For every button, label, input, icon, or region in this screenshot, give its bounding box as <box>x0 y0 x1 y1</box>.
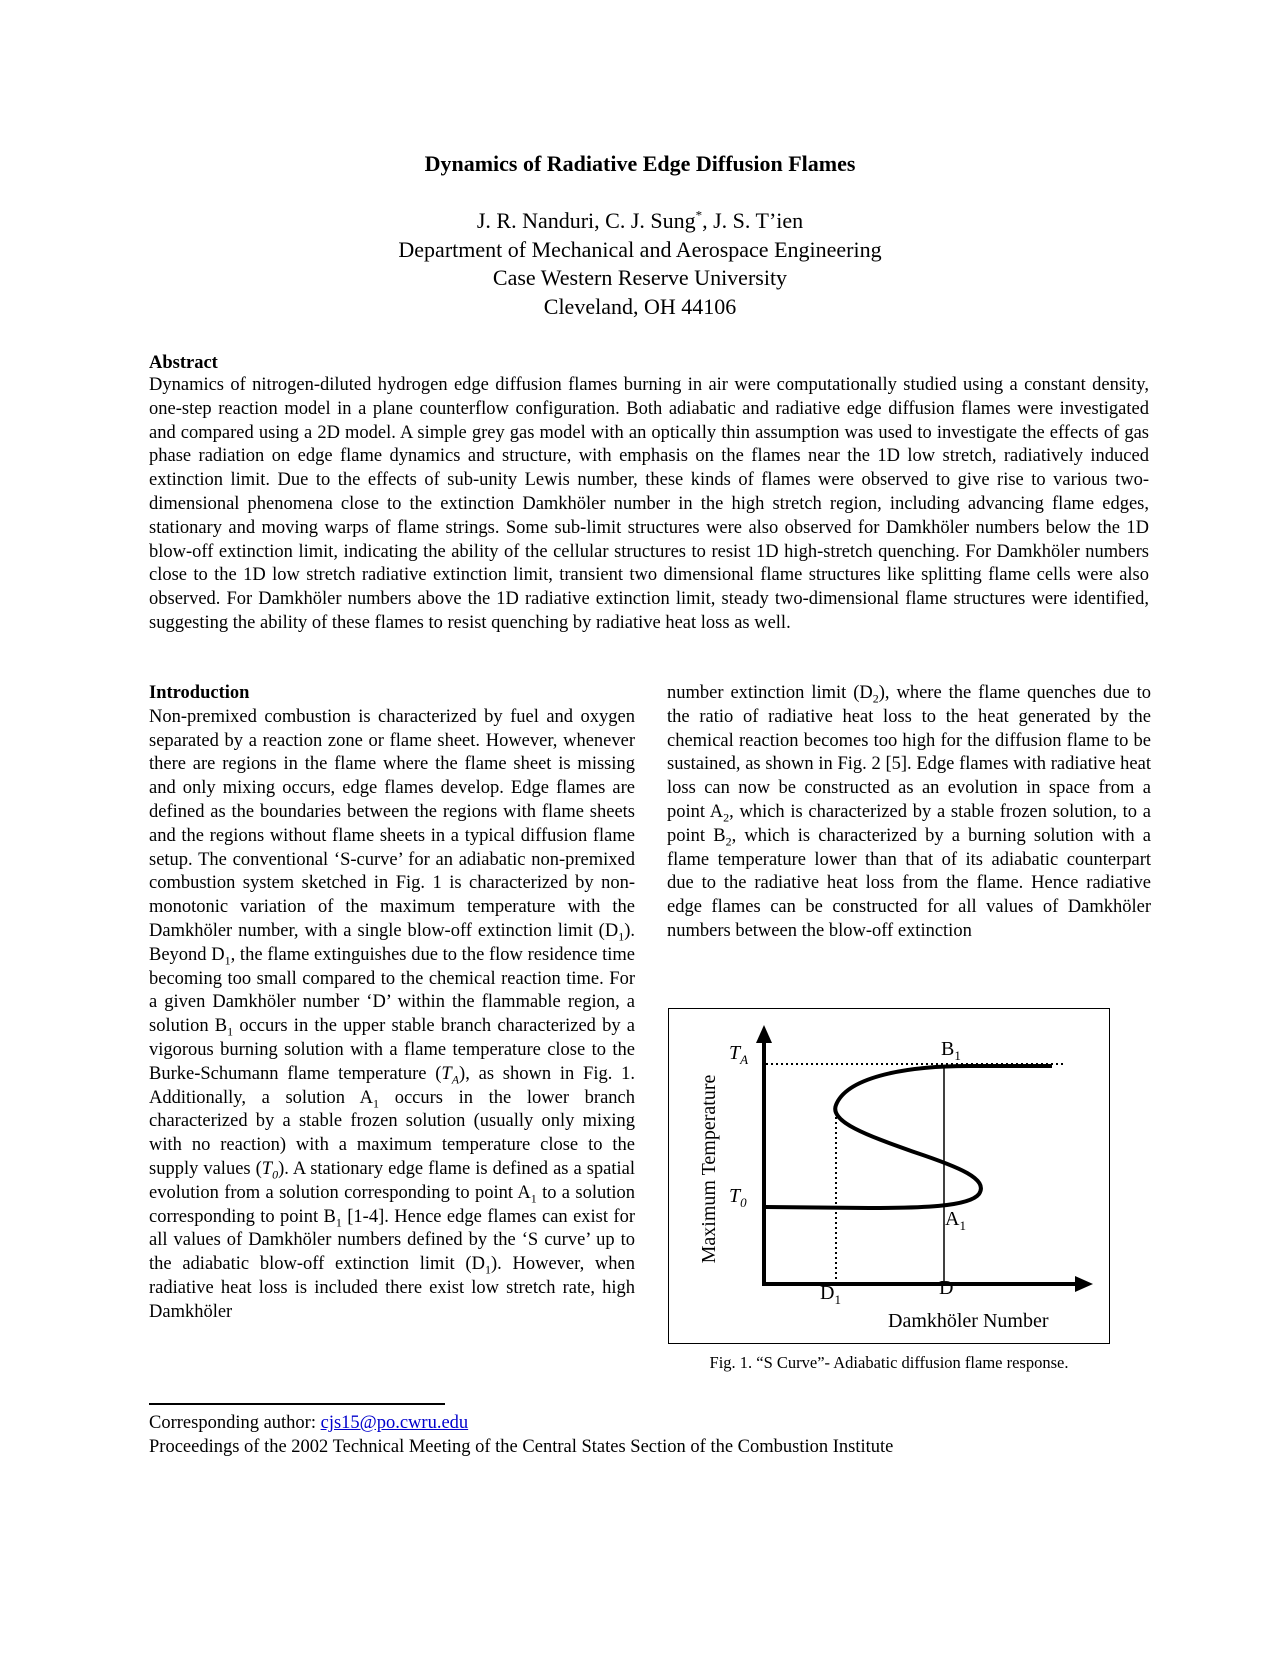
introduction-right-column <box>667 682 1151 944</box>
introduction-left-column <box>149 682 635 1325</box>
introduction-paragraph-continued: number extinction limit $(D_2)$, where the flame quenches due to the ratio of radiative heat loss to the heat generated by the chemical reaction becomes too high for the diffusion flame to be sustained, as shown in Fig. 2 [5]. Edge flames with radiative heat loss can now be constructed as an evolution in space from a point $A_2$, which is characterized by a stable frozen solution, to a point $B_2$, which is characterized by a burning solution with a flame temperature lower than that of its adiabatic counterpart due to the radiative heat loss from the flame. Hence radiative edge flames can be constructed for all values of Damkhöler numbers between the blow-off extinction <box>667 683 1151 941</box>
author-block <box>0 207 1280 321</box>
author-email-link[interactable]: cjs15@po.cwru.edu <box>320 1413 469 1433</box>
author-university: Case Western Reserve University <box>492 265 788 290</box>
s-curve-figure <box>668 1008 1110 1344</box>
s-curve-line <box>766 1066 1052 1208</box>
footnote <box>149 1412 1149 1460</box>
label-ta: $T_A$ <box>729 1042 749 1067</box>
y-axis-arrow-icon <box>756 1025 772 1043</box>
label-d: D <box>939 1277 954 1299</box>
introduction-heading: Introduction <box>149 683 250 703</box>
abstract-body: Dynamics of nitrogen-diluted hydrogen edge diffusion flames burning in air were computationally studied using a constant density, one-step reaction model in a plane counterflow configuration. Both adiabatic and radiative edge diffusion flames were investigated and compared using a 2D model. A simple grey gas model with an optically thin assumption was used to investigate the effects of gas phase radiation on edge flame dynamics and structure, with emphasis on the flames near the 1D low stretch, radiatively induced extinction limit. Due to the effects of sub-unity Lewis number, these kinds of flames were observed to give rise to various two-dimensional phenomena close to the extinction Damkhöler number in the high stretch region, including advancing flame edges, stationary and moving warps of flame strings. Some sub-limit structures were also observed for Damkhöler numbers below the 1D blow-off extinction limit, indicating the ability of the cellular structures to resist 1D high-stretch quenching. For Damkhöler numbers close to the 1D low stretch radiative extinction limit, transient two dimensional flame structures like splitting flame cells were also observed. For Damkhöler numbers above the 1D radiative extinction limit, steady two-dimensional flame structures were identified, suggesting the ability of these flames to resist quenching by radiative heat loss as well. <box>149 375 1149 633</box>
introduction-paragraph-1: Non-premixed combustion is characterized by fuel and oxygen separated by a reaction zone or flame sheet. However, whenever there are regions in the flame where the flame sheet is missing and only mixing occurs, edge flames develop. Edge flames are defined as the boundaries between the regions with flame sheets and the regions without flame sheets in a typical diffusion flame setup. The conventional ‘S-curve’ for an adiabatic non-premixed combustion system sketched in Fig. 1 is characterized by non-monotonic variation of the maximum temperature with the Damkhöler number, with a single blow-off extinction limit $(D_1)$. Beyond $D_1$, the flame extinguishes due to the flow residence time becoming too small compared to the chemical reaction time. For a given Damkhöler number ‘D’ within the flammable region, a solution $B_1$ occurs in the upper stable branch characterized by a vigorous burning solution with a flame temperature close to the Burke-Schumann flame temperature $(T_A)$, as shown in Fig. 1. Additionally, a solution $A_1$ occurs in the lower branch characterized by a stable frozen solution (usually only mixing with no reaction) with a maximum temperature close to the supply values $(T_0)$. A stationary edge flame is defined as a spatial evolution from a solution corresponding to point $A_1$ to a solution corresponding to point $B_1$ [1-4]. Hence edge flames can exist for all values of Damkhöler numbers defined by the ‘S curve’ up to the adiabatic blow-off extinction limit $(D_1)$. However, when radiative heat loss is included there exist low stretch rate, high Damkhöler <box>149 706 636 1322</box>
figure-caption: Fig. 1. “S Curve”- Adiabatic diffusion flame response. <box>709 1353 1069 1372</box>
label-b1: $B_1$ <box>941 1038 961 1063</box>
label-a1: $A_1$ <box>945 1208 966 1233</box>
x-axis-label: Damkhöler Number <box>888 1310 1049 1332</box>
proceedings-line: Proceedings of the 2002 Technical Meeting of the Central States Section of the Combustion Institute <box>149 1436 894 1457</box>
paper-title: Dynamics of Radiative Edge Diffusion Flames <box>424 151 856 176</box>
abstract-heading: Abstract <box>149 353 218 373</box>
x-axis-arrow-icon <box>1075 1276 1093 1292</box>
s-curve-diagram <box>669 1009 1111 1345</box>
author-names: J. R. Nanduri, C. J. Sung*, J. S. T’ien <box>476 207 804 233</box>
author-location: Cleveland, OH 44106 <box>543 293 737 319</box>
author-department: Department of Mechanical and Aerospace Engineering <box>398 236 882 262</box>
corresponding-star: * <box>695 207 703 223</box>
label-d1: $D_1$ <box>820 1282 841 1307</box>
corresponding-author-line: Corresponding author: cjs15@po.cwru.edu <box>149 1413 469 1433</box>
label-t0: $T_0$ <box>729 1185 747 1210</box>
footnote-divider <box>149 1403 445 1405</box>
y-axis-label: Maximum Temperature <box>698 1074 720 1264</box>
